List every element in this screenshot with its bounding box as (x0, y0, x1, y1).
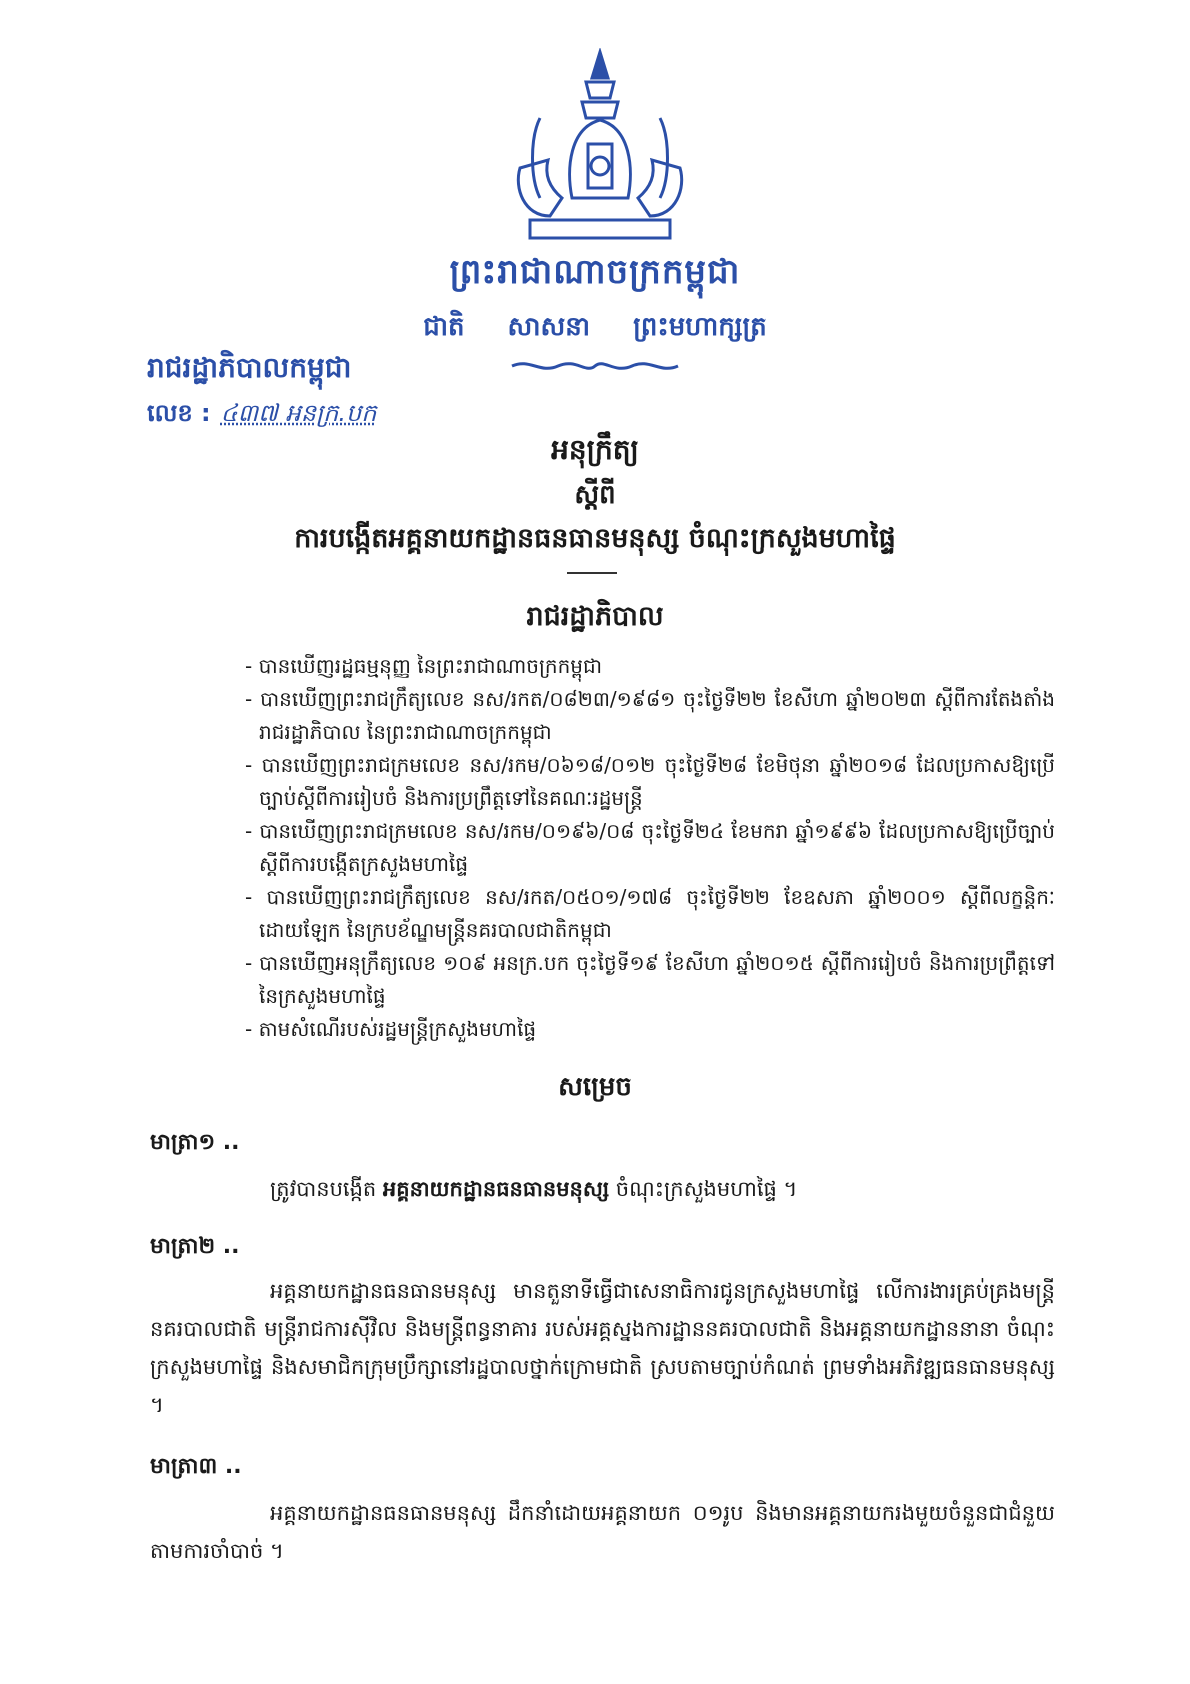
preamble-item: - បានឃើញរដ្ឋធម្មនុញ្ញ នៃព្រះរាជាណាចក្រកម្ពុជា (245, 650, 1055, 683)
article-3-title: មាត្រា៣ .. (150, 1452, 242, 1484)
issuing-government: រាជរដ្ឋាភិបាលកម្ពុជា (147, 351, 352, 384)
preamble-item: - បានឃើញព្រះរាជក្រមលេខ នស/រកម/០៦១៨/០១២ ចុះថ្ងៃទី២៨ ខែមិថុនា ឆ្នាំ២០១៨ ដែលប្រកាសឱ្យប្រើច្បាប់ស្តីពីការរៀបចំ និងការប្រព្រឹត្តទៅនៃគណៈរដ្ឋមន្ត្រី (245, 749, 1055, 815)
preamble-item: - តាមសំណើរបស់រដ្ឋមន្ត្រីក្រសួងមហាផ្ទៃ (245, 1013, 1055, 1046)
document-subject: ការបង្កើតអគ្គនាយកដ្ឋានធនធានមនុស្ស ចំណុះក្រសួងមហាផ្ទៃ (294, 523, 896, 554)
article-2-body: អគ្គនាយកដ្ឋានធនធានមនុស្ស មានតួនាទីធ្វើជាសេនាធិការជូនក្រសួងមហាផ្ទៃ លើការងារគ្រប់គ្រងមន្ត្រីនគរបាលជាតិ មន្ត្រីរាជការស៊ីវិល និងមន្ត្រីពន្ធនាគារ របស់អគ្គស្នងការដ្ឋាននគរបាលជាតិ និងអគ្គនាយកដ្ឋាននានា ចំណុះក្រសួងមហាផ្ទៃ និងសមាជិកក្រុមប្រឹក្សានៅរដ្ឋបាលថ្នាក់ក្រោមជាតិ ស្របតាមច្បាប់កំណត់ ព្រមទាំងអភិវឌ្ឍធនធានមនុស្ស ។ (150, 1279, 1055, 1417)
preamble-item: - បានឃើញព្រះរាជក្រឹត្យលេខ នស/រកត/០៥០១/១៧៨ ចុះថ្ងៃទី២២ ខែឧសភា ឆ្នាំ២០០១ ស្តីពីលក្ខន្តិកៈដោយឡែក នៃក្របខ័ណ្ឌមន្ត្រីនគរបាលជាតិកម្ពុជា (245, 881, 1055, 947)
article-1-bold: អគ្គនាយកដ្ឋានធនធានមនុស្ស (382, 1177, 610, 1201)
kingdom-title: ព្រះរាជាណាចក្រកម្ពុជា (449, 252, 741, 292)
preamble-item: - បានឃើញព្រះរាជក្រឹត្យលេខ នស/រកត/០៨២៣/១៩៨១ ចុះថ្ងៃទី២២ ខែសីហា ឆ្នាំ២០២៣ ស្តីពីការតែងតាំងរាជរដ្ឋាភិបាល នៃព្រះរាជាណាចក្រកម្ពុជា (245, 683, 1055, 749)
number-value: ៤៣៧ អនក្រ.បក (220, 399, 377, 427)
motto-religion: សាសនា (507, 312, 591, 342)
royal-coat-of-arms-icon (500, 48, 700, 248)
number-label: លេខ : (147, 399, 211, 427)
decision-heading: សម្រេច (558, 1072, 632, 1102)
article-2-title: មាត្រា២ .. (150, 1232, 239, 1264)
ornament-divider (510, 358, 680, 374)
title-separator (567, 572, 617, 574)
reference-number (147, 398, 376, 433)
document-about: ស្តីពី (574, 480, 616, 510)
national-motto (0, 310, 1190, 348)
issuer-heading: រាជរដ្ឋាភិបាល (526, 601, 664, 632)
preamble-item: - បានឃើញអនុក្រឹត្យលេខ ១០៩ អនក្រ.បក ចុះថ្ងៃទី១៩ ខែសីហា ឆ្នាំ២០១៥ ស្តីពីការរៀបចំ និងការប្រព្រឹត្តទៅ នៃក្រសួងមហាផ្ទៃ (245, 947, 1055, 1013)
article-3-body: អគ្គនាយកដ្ឋានធនធានមនុស្ស ដឹកនាំដោយអគ្គនាយក ០១រូប និងមានអគ្គនាយករងមួយចំនួនជាជំនួយ តាមការចាំបាច់ ។ (150, 1501, 1055, 1563)
preamble-list (245, 650, 1055, 1046)
motto-nation: ជាតិ (423, 312, 465, 342)
document-type: អនុក្រឹត្យ (551, 433, 639, 466)
article-1-title: មាត្រា១ .. (150, 1128, 239, 1160)
preamble-item: - បានឃើញព្រះរាជក្រមលេខ នស/រកម/០១៩៦/០៨ ចុះថ្ងៃទី២៤ ខែមករា ឆ្នាំ១៩៩៦ ដែលប្រកាសឱ្យប្រើច្បាប់ស្តីពីការបង្កើតក្រសួងមហាផ្ទៃ (245, 815, 1055, 881)
article-1-body: ត្រូវបានបង្កើត អគ្គនាយកដ្ឋានធនធានមនុស្ស ចំណុះក្រសួងមហាផ្ទៃ ។ (270, 1177, 798, 1201)
motto-king: ព្រះមហាក្សត្រ (633, 312, 767, 342)
